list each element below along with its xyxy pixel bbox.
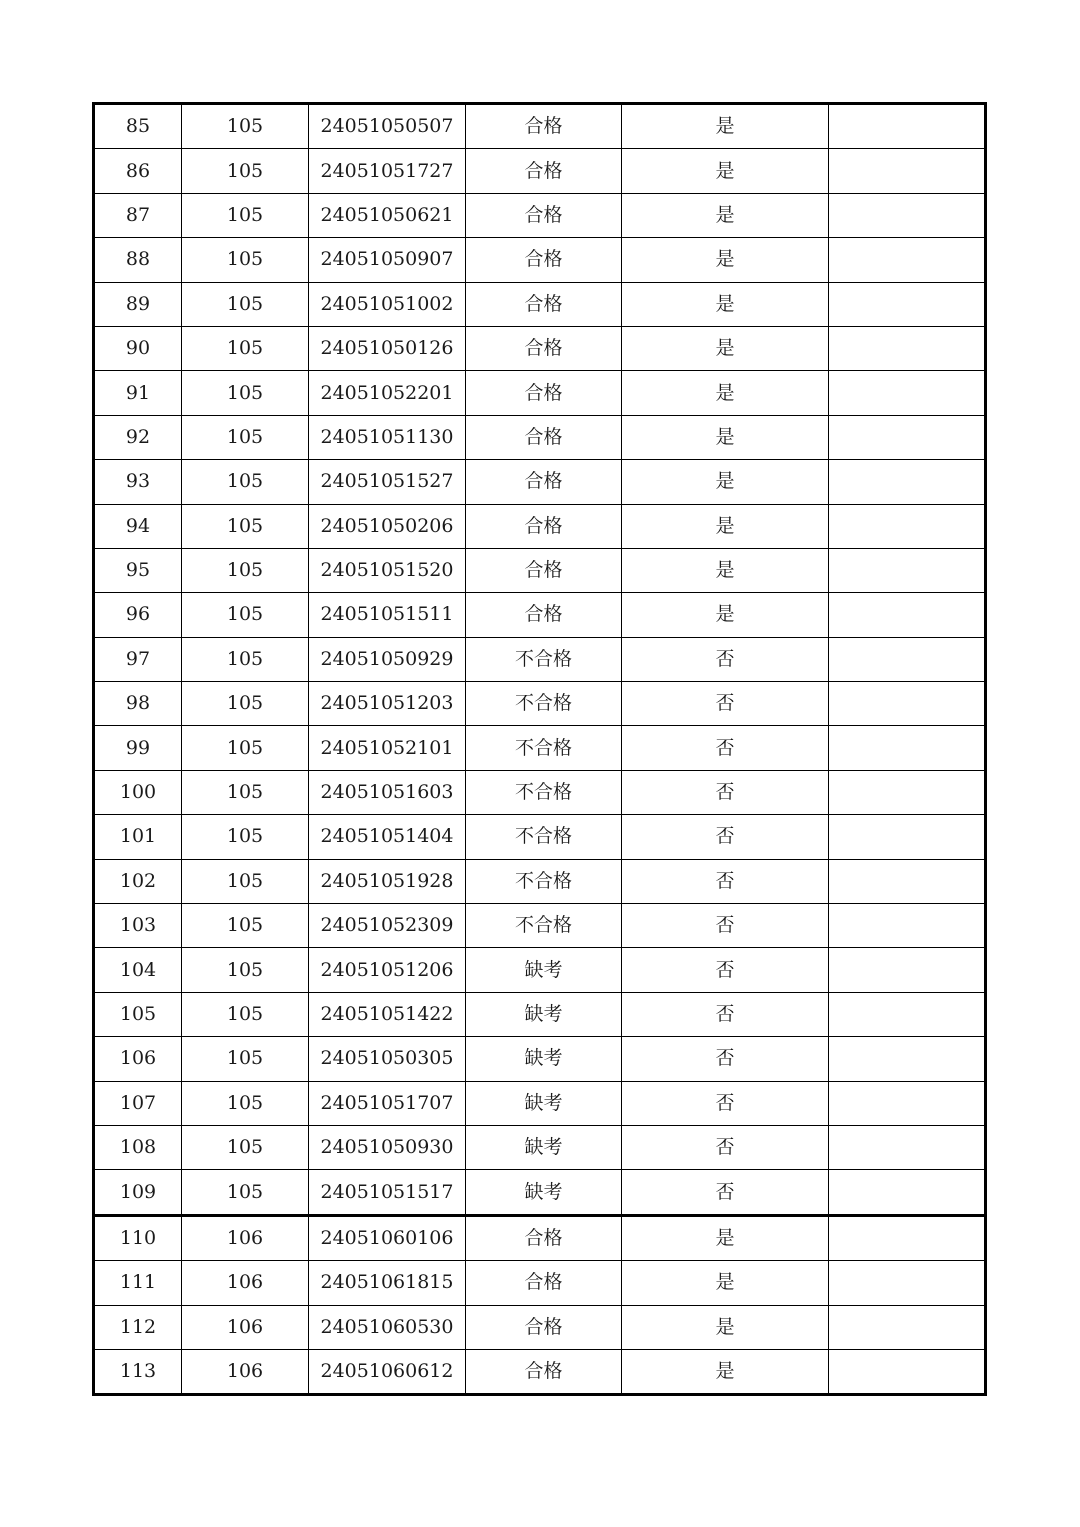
table-row [94,1349,986,1394]
note-cell [829,1305,986,1349]
candidate-id-cell: 24051060612 [309,1349,466,1394]
result-cell: 合格 [466,371,622,415]
note-cell [829,948,986,992]
pass-flag-cell: 否 [622,859,829,903]
candidate-id-cell: 24051051517 [309,1170,466,1215]
pass-flag-cell: 是 [622,282,829,326]
row-number-cell: 85 [94,104,182,149]
group-code-cell: 105 [182,326,309,370]
table-row [94,326,986,370]
result-cell: 合格 [466,1305,622,1349]
group-code-cell: 105 [182,548,309,592]
result-cell: 不合格 [466,637,622,681]
note-cell [829,593,986,637]
group-code-cell: 105 [182,904,309,948]
row-number-cell: 89 [94,282,182,326]
pass-flag-cell: 是 [622,149,829,193]
pass-flag-cell: 否 [622,1170,829,1215]
candidate-id-cell: 24051061815 [309,1261,466,1305]
row-number-cell: 98 [94,682,182,726]
pass-flag-cell: 否 [622,1081,829,1125]
table-row [94,859,986,903]
note-cell [829,1170,986,1215]
pass-flag-cell: 否 [622,1125,829,1169]
pass-flag-cell: 是 [622,193,829,237]
table-row [94,1215,986,1260]
row-number-cell: 99 [94,726,182,770]
result-cell: 合格 [466,193,622,237]
row-number-cell: 92 [94,415,182,459]
pass-flag-cell: 是 [622,548,829,592]
group-code-cell: 105 [182,504,309,548]
result-cell: 不合格 [466,815,622,859]
result-cell: 不合格 [466,859,622,903]
row-number-cell: 101 [94,815,182,859]
row-number-cell: 96 [94,593,182,637]
note-cell [829,282,986,326]
result-cell: 缺考 [466,1081,622,1125]
table-row [94,282,986,326]
note-cell [829,238,986,282]
row-number-cell: 110 [94,1215,182,1260]
table-row [94,815,986,859]
row-number-cell: 102 [94,859,182,903]
candidate-id-cell: 24051051422 [309,992,466,1036]
pass-flag-cell: 是 [622,1349,829,1394]
table-row [94,460,986,504]
group-code-cell: 105 [182,104,309,149]
pass-flag-cell: 是 [622,1215,829,1260]
result-cell: 不合格 [466,682,622,726]
candidate-id-cell: 24051052201 [309,371,466,415]
group-code-cell: 105 [182,593,309,637]
candidate-id-cell: 24051050206 [309,504,466,548]
note-cell [829,637,986,681]
note-cell [829,326,986,370]
group-code-cell: 105 [182,815,309,859]
pass-flag-cell: 否 [622,904,829,948]
group-code-cell: 105 [182,637,309,681]
group-code-cell: 105 [182,1081,309,1125]
pass-flag-cell: 否 [622,770,829,814]
row-number-cell: 95 [94,548,182,592]
table-row [94,1170,986,1215]
note-cell [829,1261,986,1305]
candidate-id-cell: 24051051404 [309,815,466,859]
row-number-cell: 111 [94,1261,182,1305]
result-cell: 缺考 [466,992,622,1036]
table-row [94,1261,986,1305]
table-row [94,415,986,459]
note-cell [829,815,986,859]
note-cell [829,1349,986,1394]
table-row [94,637,986,681]
candidate-id-cell: 24051051002 [309,282,466,326]
result-cell: 合格 [466,238,622,282]
result-cell: 合格 [466,282,622,326]
result-cell: 缺考 [466,1125,622,1169]
note-cell [829,104,986,149]
group-code-cell: 105 [182,371,309,415]
pass-flag-cell: 否 [622,815,829,859]
table-row [94,371,986,415]
result-cell: 合格 [466,326,622,370]
table-row [94,149,986,193]
candidate-id-cell: 24051050929 [309,637,466,681]
note-cell [829,726,986,770]
group-code-cell: 105 [182,238,309,282]
note-cell [829,770,986,814]
table-row [94,770,986,814]
group-code-cell: 105 [182,149,309,193]
note-cell [829,460,986,504]
note-cell [829,415,986,459]
pass-flag-cell: 否 [622,637,829,681]
candidate-id-cell: 24051051527 [309,460,466,504]
table-row [94,726,986,770]
result-cell: 缺考 [466,1037,622,1081]
note-cell [829,904,986,948]
note-cell [829,992,986,1036]
pass-flag-cell: 是 [622,1305,829,1349]
candidate-id-cell: 24051060106 [309,1215,466,1260]
result-cell: 合格 [466,149,622,193]
result-cell: 合格 [466,415,622,459]
pass-flag-cell: 是 [622,326,829,370]
candidate-id-cell: 24051051727 [309,149,466,193]
note-cell [829,193,986,237]
row-number-cell: 106 [94,1037,182,1081]
candidate-id-cell: 24051050930 [309,1125,466,1169]
table-row [94,948,986,992]
candidate-id-cell: 24051051206 [309,948,466,992]
group-code-cell: 106 [182,1305,309,1349]
pass-flag-cell: 是 [622,104,829,149]
candidate-id-cell: 24051051203 [309,682,466,726]
group-code-cell: 105 [182,770,309,814]
group-code-cell: 106 [182,1261,309,1305]
group-code-cell: 105 [182,193,309,237]
results-table [92,102,987,1396]
table-row [94,104,986,149]
candidate-id-cell: 24051050621 [309,193,466,237]
row-number-cell: 113 [94,1349,182,1394]
result-cell: 合格 [466,593,622,637]
group-code-cell: 106 [182,1349,309,1394]
pass-flag-cell: 否 [622,682,829,726]
group-code-cell: 105 [182,726,309,770]
candidate-id-cell: 24051050126 [309,326,466,370]
candidate-id-cell: 24051050305 [309,1037,466,1081]
group-code-cell: 105 [182,948,309,992]
result-cell: 不合格 [466,904,622,948]
group-code-cell: 105 [182,859,309,903]
group-code-cell: 105 [182,282,309,326]
note-cell [829,1215,986,1260]
note-cell [829,1037,986,1081]
note-cell [829,548,986,592]
table-row [94,1305,986,1349]
note-cell [829,149,986,193]
table-row [94,238,986,282]
note-cell [829,371,986,415]
candidate-id-cell: 24051050907 [309,238,466,282]
result-cell: 合格 [466,1215,622,1260]
pass-flag-cell: 是 [622,238,829,282]
row-number-cell: 100 [94,770,182,814]
row-number-cell: 86 [94,149,182,193]
note-cell [829,504,986,548]
group-code-cell: 106 [182,1215,309,1260]
table-row [94,904,986,948]
result-cell: 缺考 [466,1170,622,1215]
note-cell [829,859,986,903]
row-number-cell: 105 [94,992,182,1036]
candidate-id-cell: 24051051520 [309,548,466,592]
pass-flag-cell: 是 [622,371,829,415]
pass-flag-cell: 否 [622,1037,829,1081]
group-code-cell: 105 [182,992,309,1036]
note-cell [829,1125,986,1169]
pass-flag-cell: 是 [622,1261,829,1305]
pass-flag-cell: 否 [622,948,829,992]
candidate-id-cell: 24051050507 [309,104,466,149]
result-cell: 缺考 [466,948,622,992]
candidate-id-cell: 24051051511 [309,593,466,637]
result-cell: 不合格 [466,726,622,770]
note-cell [829,682,986,726]
candidate-id-cell: 24051051707 [309,1081,466,1125]
table-row [94,193,986,237]
group-code-cell: 105 [182,682,309,726]
table-row [94,1081,986,1125]
table-row [94,593,986,637]
row-number-cell: 88 [94,238,182,282]
table-row [94,682,986,726]
note-cell [829,1081,986,1125]
candidate-id-cell: 24051051603 [309,770,466,814]
pass-flag-cell: 否 [622,992,829,1036]
table-row [94,1125,986,1169]
pass-flag-cell: 是 [622,593,829,637]
group-code-cell: 105 [182,1037,309,1081]
pass-flag-cell: 是 [622,460,829,504]
result-cell: 合格 [466,1261,622,1305]
table-row [94,548,986,592]
group-code-cell: 105 [182,415,309,459]
row-number-cell: 93 [94,460,182,504]
candidate-id-cell: 24051052309 [309,904,466,948]
row-number-cell: 103 [94,904,182,948]
result-cell: 合格 [466,504,622,548]
table-row [94,992,986,1036]
group-code-cell: 105 [182,1170,309,1215]
candidate-id-cell: 24051051130 [309,415,466,459]
pass-flag-cell: 否 [622,726,829,770]
results-table-body [94,104,986,1395]
row-number-cell: 87 [94,193,182,237]
row-number-cell: 107 [94,1081,182,1125]
row-number-cell: 109 [94,1170,182,1215]
row-number-cell: 97 [94,637,182,681]
row-number-cell: 91 [94,371,182,415]
pass-flag-cell: 是 [622,504,829,548]
candidate-id-cell: 24051051928 [309,859,466,903]
row-number-cell: 108 [94,1125,182,1169]
row-number-cell: 94 [94,504,182,548]
row-number-cell: 112 [94,1305,182,1349]
result-cell: 合格 [466,548,622,592]
group-code-cell: 105 [182,1125,309,1169]
result-cell: 合格 [466,460,622,504]
table-row [94,504,986,548]
group-code-cell: 105 [182,460,309,504]
pass-flag-cell: 是 [622,415,829,459]
table-row [94,1037,986,1081]
candidate-id-cell: 24051052101 [309,726,466,770]
row-number-cell: 104 [94,948,182,992]
row-number-cell: 90 [94,326,182,370]
candidate-id-cell: 24051060530 [309,1305,466,1349]
result-cell: 不合格 [466,770,622,814]
result-cell: 合格 [466,104,622,149]
result-cell: 合格 [466,1349,622,1394]
